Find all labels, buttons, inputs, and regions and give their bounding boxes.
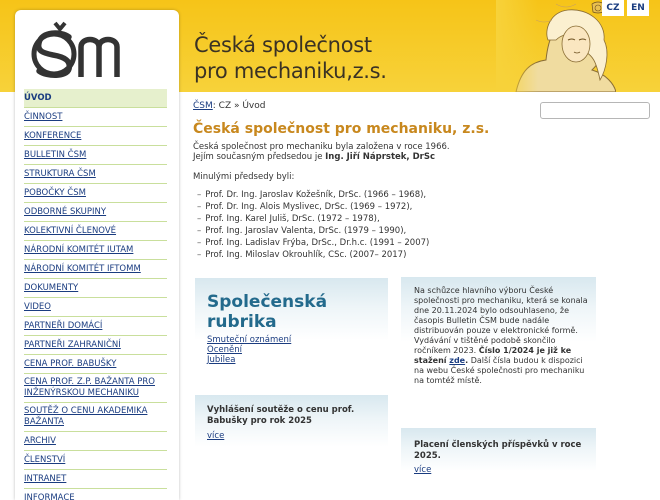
membership-fees-heading: Placení členských příspěvků v roce 2025. [414,440,582,461]
breadcrumb-separator: : CZ » [212,101,243,111]
social-column-heading: Společenská rubrika [207,292,328,332]
bulletin-news-box [401,277,596,385]
obituaries-link[interactable]: Smuteční oznámení [207,335,292,345]
menu-item-cinnost[interactable]: ČINNOST [24,108,167,127]
awards-link[interactable]: Ocenění [207,345,242,355]
social-column-box [195,278,388,382]
membership-fees-more-link[interactable]: více [414,465,432,475]
language-cz-link[interactable]: CZ [602,0,624,16]
menu-item-iutam[interactable]: NÁRODNÍ KOMITÉT IUTAM [24,241,167,260]
list-item: – Prof. Dr. Ing. Alois Myslivec, DrSc. (1969 – 1972), [197,201,429,213]
bulletin-news-text [414,286,592,386]
social-column-links [207,335,291,365]
menu-item-uvod[interactable]: ÚVOD [24,89,167,108]
menu-item-soutez-bazanta[interactable]: SOUTĚŽ O CENU AKADEMIKA BAŽANTA [24,403,167,432]
list-item: – Prof. Ing. Jaroslav Valenta, DrSc. (1979 – 1990), [197,225,429,237]
menu-item-bulletin[interactable]: BULLETIN ČSM [24,146,167,165]
intro-chair-prefix: Jejím současným předsedou je [193,152,326,162]
jubilees-link[interactable]: Jubilea [207,355,236,365]
menu-item-partneri-zahranicni[interactable]: PARTNEŘI ZAHRANIČNÍ [24,336,167,355]
bulletin-download-end: . [465,356,469,365]
sidebar-menu [24,89,167,500]
site-title: Česká společnost pro mechaniku,z.s. [194,33,387,83]
menu-item-clenstvi[interactable]: ČLENSTVÍ [24,451,167,470]
competition-box [195,395,388,481]
menu-item-archiv[interactable]: ARCHIV [24,432,167,451]
language-en-link[interactable]: EN [627,0,649,16]
bulletin-download-label: Číslo 1/2024 je již ke stažení [414,346,572,365]
newton-portrait-image [496,0,616,92]
previous-presidents-list [197,189,429,261]
menu-item-intranet[interactable]: INTRANET [24,470,167,489]
menu-item-cena-bazanta[interactable]: CENA PROF. Z.P. BAŽANTA PRO INŽENÝRSKOU MECHANIKU [24,374,167,403]
menu-item-informace[interactable]: INFORMACE [24,489,167,500]
breadcrumb-home-link[interactable]: ČSM [193,101,213,111]
bulletin-news-paragraph: Na schůzce hlavního výboru České společnosti pro mechaniku, která se konala dne 20.11.2024 bylo odsouhlaseno, že časopis Bulletin ČSM bude nadále distribuován pouze v elektronické formě. Vydávání v tištěné podobě skončilo ročníkem 2023. [414,286,588,355]
membership-fees-box [401,428,596,500]
intro-line-founded: Česká společnost pro mechaniku byla založena v roce 1966. [193,142,450,152]
bulletin-news-more: Další čísla budou k dispozici na webu České společnosti pro mechaniku na tomtéž místě. [414,356,585,385]
list-item: – Prof. Ing. Karel Juliš, DrSc. (1972 – 1978), [197,213,429,225]
breadcrumb [193,101,265,111]
menu-item-dokumenty[interactable]: DOKUMENTY [24,279,167,298]
menu-item-pobocky[interactable]: POBOČKY ČSM [24,184,167,203]
menu-item-struktura[interactable]: STRUKTURA ČSM [24,165,167,184]
search-input[interactable] [540,102,650,119]
csm-logo[interactable] [29,21,129,79]
menu-item-partneri-domaci[interactable]: PARTNEŘI DOMÁCÍ [24,317,167,336]
menu-item-video[interactable]: VIDEO [24,298,167,317]
previous-presidents-label: Minulými předsedy byli: [193,172,295,182]
intro-text [193,142,450,162]
page-title: Česká společnost pro mechaniku, z.s. [193,121,490,137]
intro-line-chair [193,152,450,162]
menu-item-kolektivni-clenove[interactable]: KOLEKTIVNÍ ČLENOVÉ [24,222,167,241]
menu-item-konference[interactable]: KONFERENCE [24,127,167,146]
menu-item-odborne-skupiny[interactable]: ODBORNÉ SKUPINY [24,203,167,222]
current-chair-name: Ing. Jiří Náprstek, DrSc [325,152,436,162]
bulletin-download-link[interactable]: zde [449,356,466,365]
competition-more-link[interactable]: více [207,431,225,441]
list-item: – Prof. Ing. Miloslav Okrouhlík, CSc. (2007– 2017) [197,249,429,261]
menu-item-cena-babusky[interactable]: CENA PROF. BABUŠKY [24,355,167,374]
menu-item-iftomm[interactable]: NÁRODNÍ KOMITÉT IFTOMM [24,260,167,279]
breadcrumb-current: Úvod [242,101,266,111]
competition-heading: Vyhlášení soutěže o cenu prof. Babušky pro rok 2025 [207,405,355,426]
list-item: – Prof. Ing. Ladislav Frýba, DrSc., Dr.h.c. (1991 – 2007) [197,237,429,249]
list-item: – Prof. Dr. Ing. Jaroslav Kožešník, DrSc. (1966 – 1968), [197,189,429,201]
